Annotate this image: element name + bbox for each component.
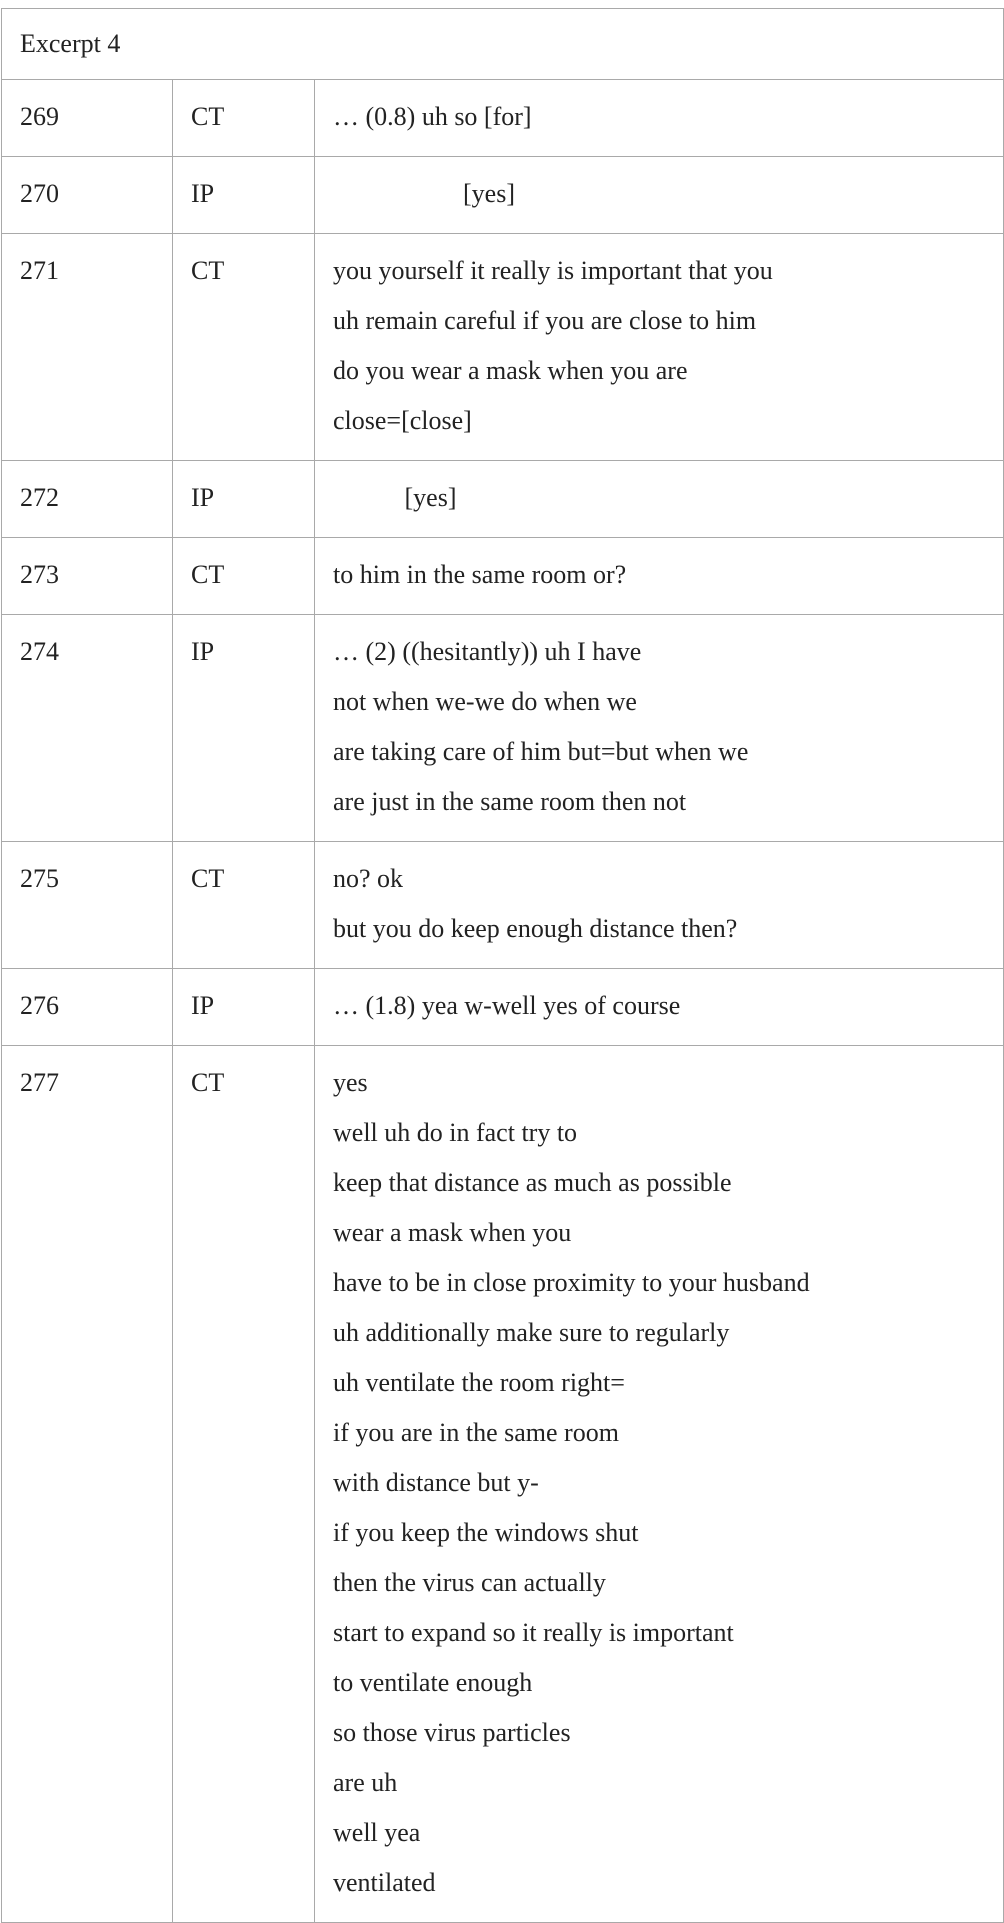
utterance-line: but you do keep enough distance then? [333, 914, 738, 943]
utterance [315, 842, 1004, 969]
utterance-line: do you wear a mask when you are [333, 356, 688, 385]
transcript-row [2, 615, 1004, 842]
line-number: 272 [2, 461, 173, 538]
utterance-line: … (1.8) yea w-well yes of course [333, 991, 681, 1020]
excerpt-title: Excerpt 4 [2, 9, 1004, 80]
transcript-row [2, 157, 1004, 234]
utterance-line: ventilated [333, 1868, 436, 1897]
utterance-line: close=[close] [333, 406, 472, 435]
speaker: CT [173, 80, 315, 157]
utterance-line: are uh [333, 1768, 398, 1797]
speaker: IP [173, 461, 315, 538]
speaker: CT [173, 1046, 315, 1923]
utterance-line: start to expand so it really is important [333, 1618, 734, 1647]
utterance-line: are just in the same room then not [333, 787, 687, 816]
line-number: 273 [2, 538, 173, 615]
utterance-line: if you keep the windows shut [333, 1518, 639, 1547]
utterance-line: … (2) ((hesitantly)) uh I have [333, 637, 642, 666]
utterance-line: uh remain careful if you are close to him [333, 306, 757, 335]
utterance [315, 538, 1004, 615]
utterance-line: wear a mask when you [333, 1218, 572, 1247]
utterance-line: no? ok [333, 864, 404, 893]
speaker: CT [173, 842, 315, 969]
utterance-line: keep that distance as much as possible [333, 1168, 732, 1197]
utterance [315, 234, 1004, 461]
line-number: 277 [2, 1046, 173, 1923]
utterance-line: then the virus can actually [333, 1568, 606, 1597]
speaker: IP [173, 157, 315, 234]
transcript-row [2, 538, 1004, 615]
utterance [315, 615, 1004, 842]
speaker: IP [173, 969, 315, 1046]
utterance-line: [yes] [333, 483, 457, 512]
utterance-line: … (0.8) uh so [for] [333, 102, 532, 131]
utterance-line: are taking care of him but=but when we [333, 737, 749, 766]
excerpt-table [1, 8, 1004, 1923]
transcript-row [2, 461, 1004, 538]
utterance [315, 80, 1004, 157]
excerpt-body [2, 9, 1004, 1923]
transcript-row [2, 80, 1004, 157]
line-number: 271 [2, 234, 173, 461]
utterance [315, 461, 1004, 538]
utterance [315, 157, 1004, 234]
utterance [315, 969, 1004, 1046]
utterance-line: not when we-we do when we [333, 687, 637, 716]
line-number: 270 [2, 157, 173, 234]
speaker: CT [173, 234, 315, 461]
utterance-line: you yourself it really is important that you [333, 256, 773, 285]
line-number: 275 [2, 842, 173, 969]
utterance-line: well uh do in fact try to [333, 1118, 578, 1147]
transcript-row [2, 842, 1004, 969]
line-number: 269 [2, 80, 173, 157]
utterance-line: to him in the same room or? [333, 560, 627, 589]
utterance-line: [yes] [333, 179, 515, 208]
line-number: 274 [2, 615, 173, 842]
line-number: 276 [2, 969, 173, 1046]
utterance-line: well yea [333, 1818, 421, 1847]
utterance-line: so those virus particles [333, 1718, 571, 1747]
utterance-line: uh additionally make sure to regularly [333, 1318, 730, 1347]
utterance-line: yes [333, 1068, 368, 1097]
utterance-line: uh ventilate the room right= [333, 1368, 625, 1397]
utterance-line: to ventilate enough [333, 1668, 533, 1697]
speaker: CT [173, 538, 315, 615]
transcript-row [2, 969, 1004, 1046]
speaker: IP [173, 615, 315, 842]
utterance-line: with distance but y- [333, 1468, 539, 1497]
title-row [2, 9, 1004, 80]
transcript-row [2, 234, 1004, 461]
utterance-line: if you are in the same room [333, 1418, 619, 1447]
utterance-line: have to be in close proximity to your husband [333, 1268, 810, 1297]
